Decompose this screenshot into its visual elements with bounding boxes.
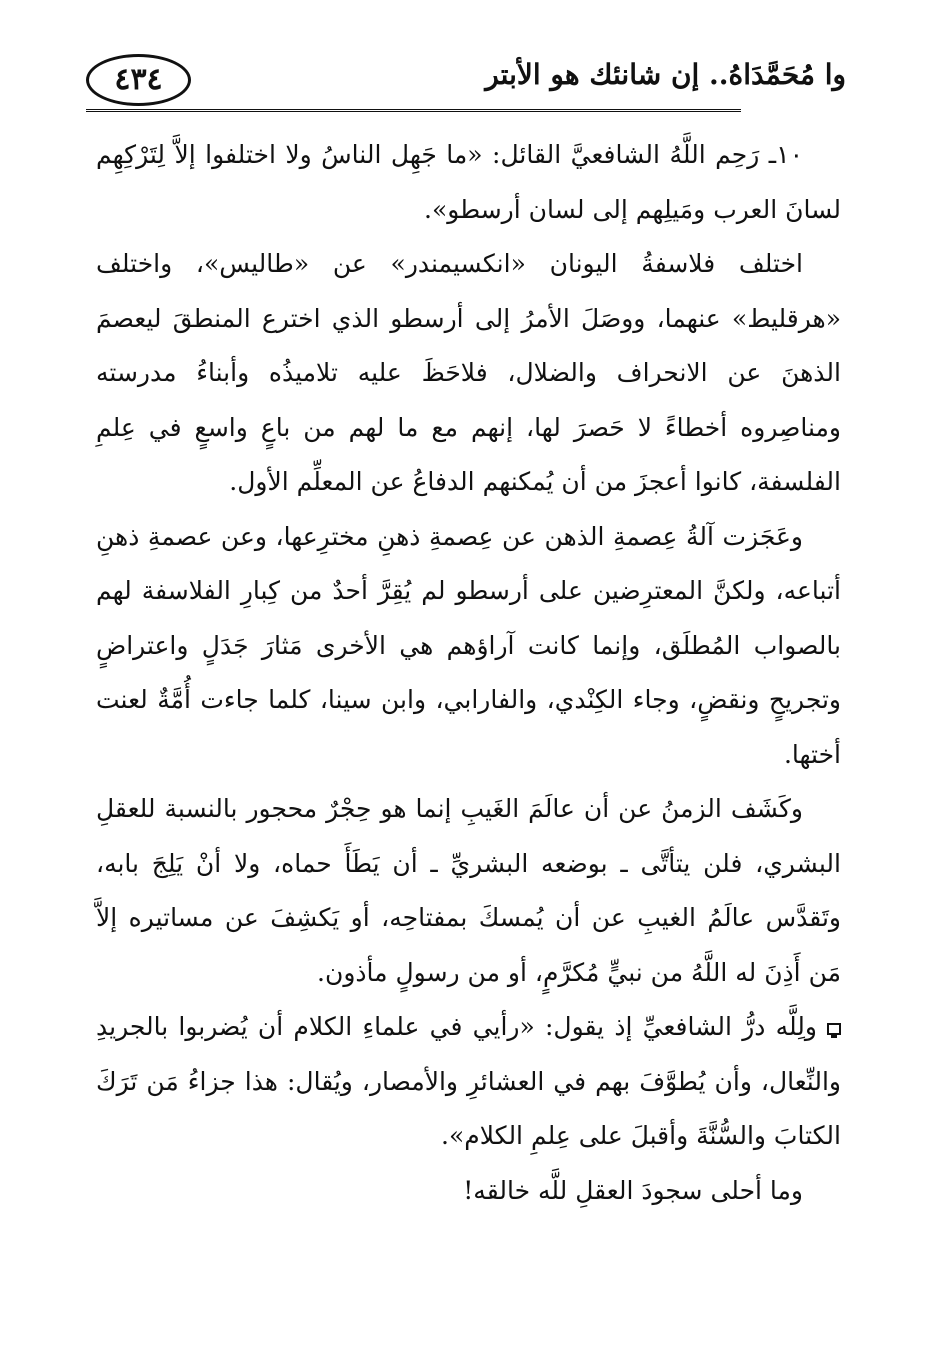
header-divider (86, 109, 741, 112)
page-header (86, 52, 846, 112)
paragraph-5 (96, 1000, 841, 1164)
paragraph-4: وكَشَف الزمنُ عن أن عالَمَ الغَيبِ إنما هو حِجْرٌ محجور بالنسبة للعقلِ البشري، فلن يتأتَّى ـ بوضعه البشريِّ ـ أن يَطَأَ حماه، ولا أنْ يَلِجَ بابه، وتَقدَّس عالَمُ الغيبِ عن أن يُمسكَ بمفتاحِه، أو يَكشِفَ عن مساتيره إلاَّ مَن أَذِنَ له اللَّهُ من نبيٍّ مُكرَّمٍ، أو من رسولٍ مأذون. (96, 794, 841, 987)
paragraph-5-text: ولِلَّه درُّ الشافعيِّ إذ يقول: «رأيي في علماءِ الكلام أن يُضربوا بالجريدِ والنِّعال، وأن يُطوَّفَ بهم في العشائرِ والأمصار، ويُقال: هذا جزاءُ مَن تَرَكَ الكتابَ والسُّنَّةَ وأقبلَ على عِلمِ الكلام». (96, 1012, 841, 1150)
page-number: ٤٣٤ (86, 54, 191, 106)
square-bullet-icon (827, 1023, 841, 1035)
paragraph-6: وما أحلى سجودَ العقلِ للَّه خالقه! (463, 1175, 803, 1205)
paragraph-1: ١٠ـ رَحِم اللَّهُ الشافعيَّ القائل: «ما جَهِل الناسُ ولا اختلفوا إلاَّ لِتَرْكِهِم لسانَ العرب ومَيلِهم إلى لسان أرسطو». (96, 140, 841, 224)
page-body (96, 128, 841, 1218)
running-title: وا مُحَمَّدَاهُ.. إن شانئك هو الأبتر (485, 58, 846, 91)
paragraph-3: وعَجَزت آلةُ عِصمةِ الذهن عن عِصمةِ ذهنِ مخترِعها، وعن عصمةِ ذهنِ أتباعه، ولكنَّ المعترِضين على أرسطو لم يُقِرَّ أحدٌ من كِبارِ الفلاسفة لهم بالصواب المُطلَق، وإنما كانت آراؤهم هي الأخرى مَثارَ جَدَلٍ واعتراضٍ وتجريحٍ ونقضٍ، وجاء الكِنْدي، والفارابي، وابن سينا، كلما جاءت أُمَّةٌ لعنت أختها. (96, 521, 841, 769)
paragraph-2: اختلف فلاسفةُ اليونان «انكسيمندر» عن «طاليس»، واختلف «هرقليط» عنهما، ووصَلَ الأمرُ إلى أرسطو الذي اخترع المنطقَ ليعصمَ الذهنَ عن الانحراف والضلال، فلاحَظَ عليه تلاميذُه وأبناءُ مدرسته ومناصِروه أخطاءً لا حَصرَ لها، إنهم مع ما لهم من باعٍ واسعٍ في عِلمِ الفلسفة، كانوا أعجزَ من أن يُمكنهم الدفاعُ عن المعلِّم الأول. (96, 249, 841, 496)
